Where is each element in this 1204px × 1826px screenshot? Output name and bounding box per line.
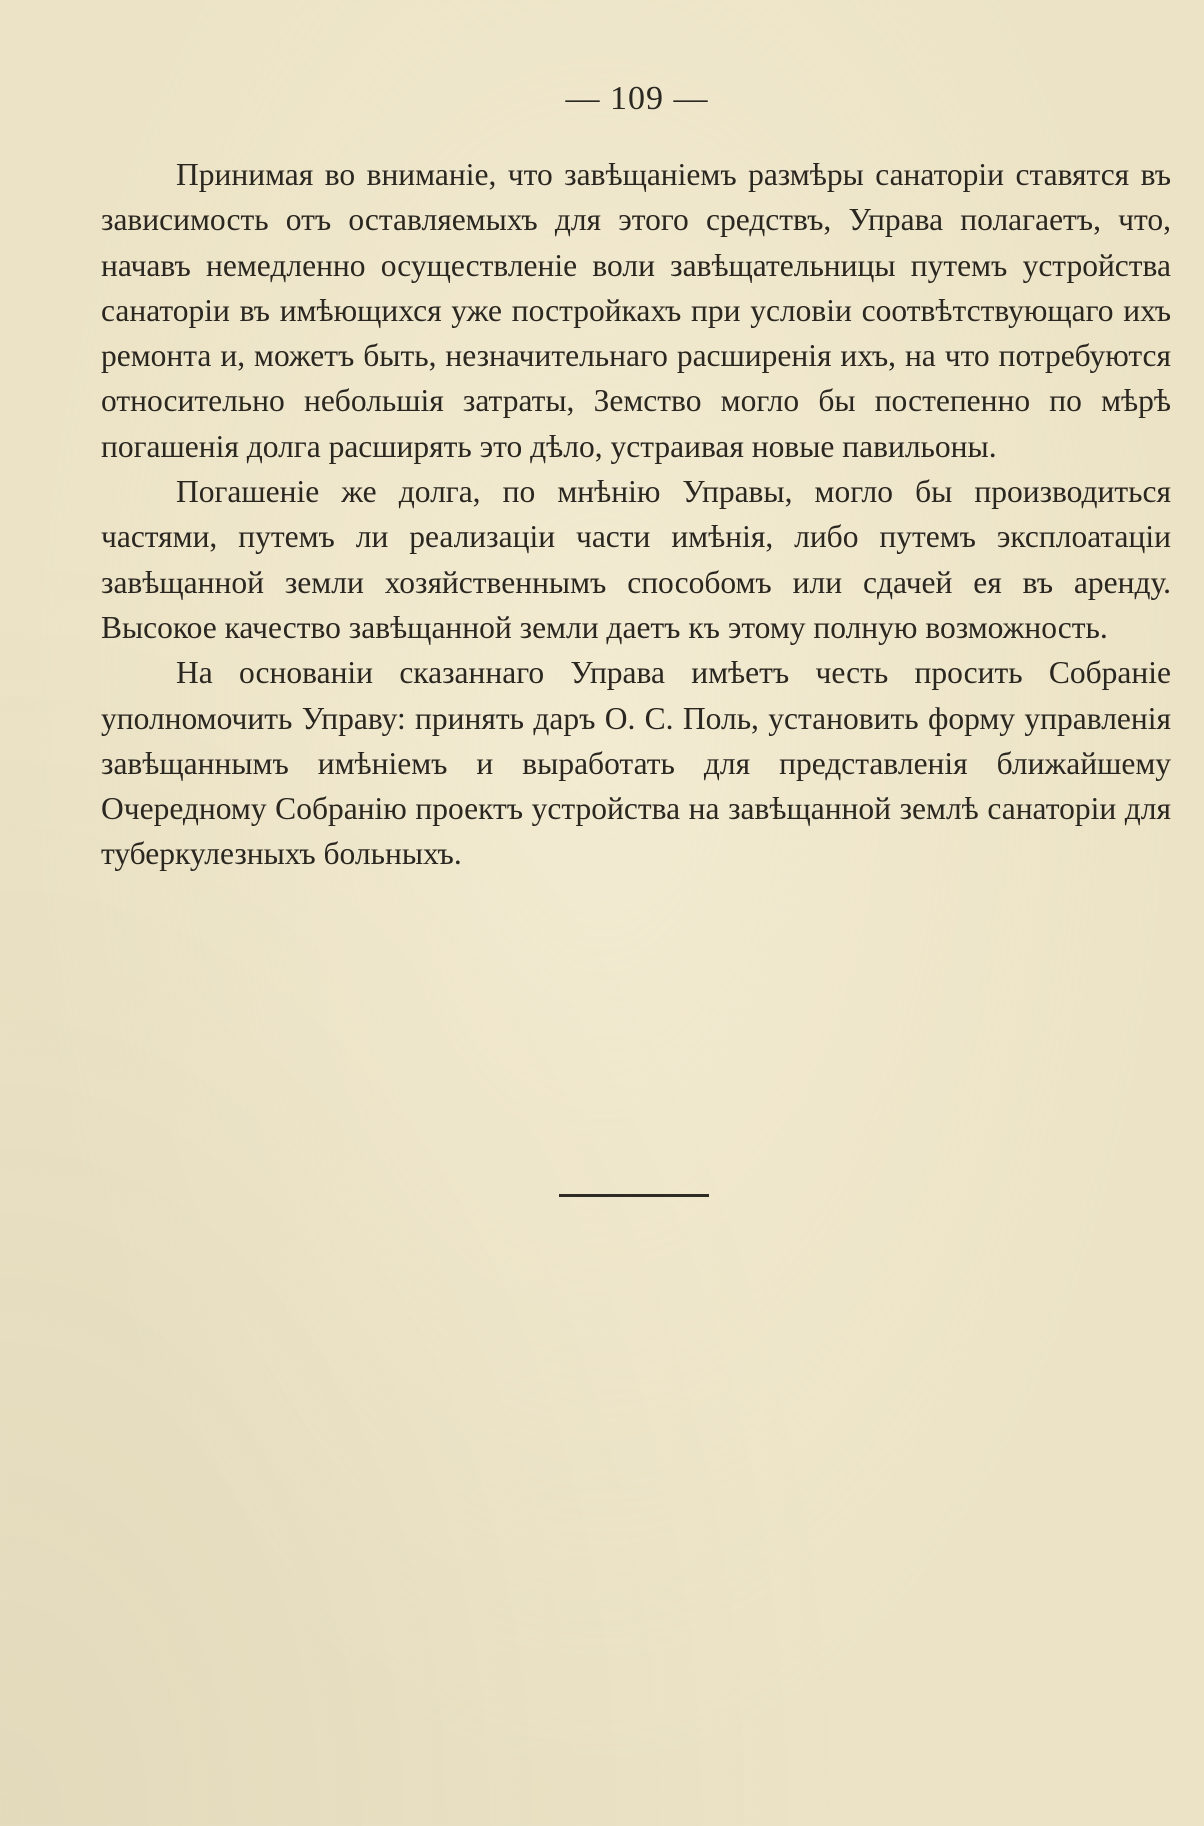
paragraph: На основаніи сказаннаго Управа имѣетъ честь просить Собраніе уполномочить Управу: принять даръ О. С. Поль, установить форму управленія завѣщаннымъ имѣніемъ и выработать для представленія ближайшему Очередному Собранію проектъ устройства на завѣщанной землѣ санаторіи для туберкулезныхъ больныхъ. <box>101 655 1171 872</box>
paragraph: Принимая во вниманіе, что завѣщаніемъ размѣры санаторіи ставятся въ зависимость отъ оставляемыхъ для этого средствъ, Управа полагаетъ, что, начавъ немедленно осуществленіе воли завѣщательницы путемъ устройства санаторіи въ имѣющихся уже постройкахъ при условіи соотвѣтствующаго ихъ ремонта и, можетъ быть, незначительнаго расширенія ихъ, на что потребуются относительно небольшія затраты, Земство могло бы постепенно по мѣрѣ погашенія долга расширять это дѣло, устраивая новые павильоны. <box>101 157 1171 464</box>
paragraph: Погашеніе же долга, по мнѣнію Управы, могло бы производиться частями, путемъ ли реализаціи части имѣнія, либо путемъ эксплоатаціи завѣщанной земли хозяйственнымъ способомъ или сдачей ея въ аренду. Высокое качество завѣщанной земли даетъ къ этому полную возможность. <box>101 474 1171 645</box>
body-text <box>101 152 1171 877</box>
section-divider <box>559 1194 709 1197</box>
page-number: — 109 — <box>565 80 709 117</box>
